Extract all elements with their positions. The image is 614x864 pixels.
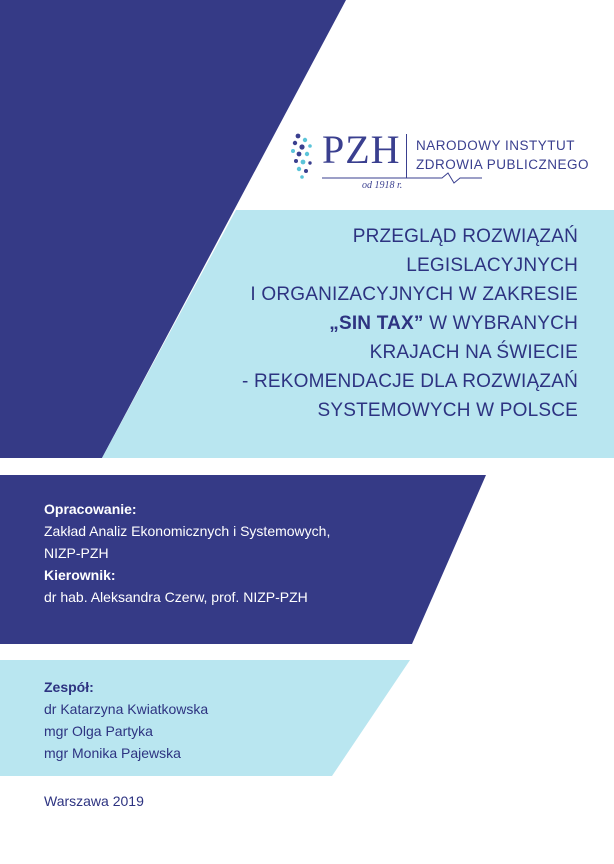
department-name: Zakład Analiz Ekonomicznych i Systemowych, <box>44 523 331 539</box>
institute-name: NIZP-PZH <box>44 545 109 561</box>
title-line: - REKOMENDACJE DLA ROZWIĄZAŃ <box>241 371 578 392</box>
title-line: LEGISLACYJNYCH <box>406 255 578 276</box>
logo-institute-name <box>416 136 589 174</box>
pzh-logo <box>288 128 598 194</box>
head-name: dr hab. Aleksandra Czerw, prof. NIZP-PZH <box>44 589 308 605</box>
title-line: PRZEGLĄD ROZWIĄZAŃ <box>352 226 578 247</box>
logo-acronym: PZH <box>322 127 401 172</box>
team-block <box>44 676 208 764</box>
head-label: Kierownik: <box>44 567 116 583</box>
title-sin-tax: „SIN TAX” <box>329 313 424 334</box>
team-member: mgr Olga Partyka <box>44 723 153 739</box>
authors-block <box>44 498 330 608</box>
title-line: KRAJACH NA ŚWIECIE <box>369 342 578 363</box>
title-line <box>158 309 578 338</box>
title-line: I ORGANIZACYJNYCH W ZAKRESIE <box>250 284 578 305</box>
prepared-label: Opracowanie: <box>44 501 137 517</box>
place-and-year: Warszawa 2019 <box>44 793 144 809</box>
team-label: Zespół: <box>44 679 94 695</box>
title-line-rest: W WYBRANYCH <box>423 313 578 334</box>
document-title <box>158 222 578 425</box>
logo-since: od 1918 r. <box>362 180 403 191</box>
title-line: SYSTEMOWYCH W POLSCE <box>317 400 578 421</box>
dna-dots-icon <box>288 132 318 182</box>
team-member: dr Katarzyna Kwiatkowska <box>44 701 209 717</box>
logo-name-line1: NARODOWY INSTYTUT <box>416 138 576 153</box>
team-member: mgr Monika Pajewska <box>44 745 181 761</box>
logo-name-line2: ZDROWIA PUBLICZNEGO <box>416 157 590 172</box>
